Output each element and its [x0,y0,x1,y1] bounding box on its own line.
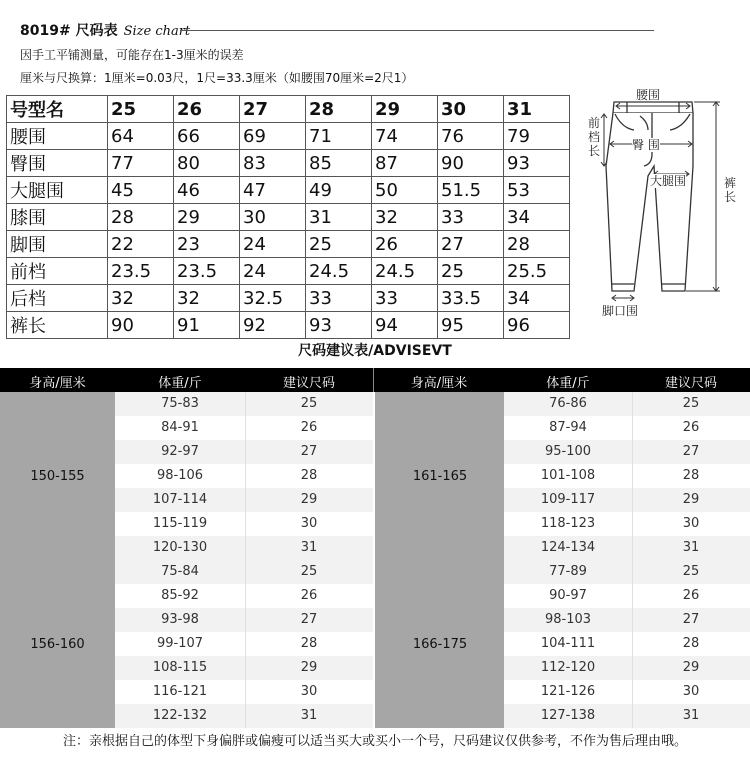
diagram-label-length: 裤长 [724,176,737,204]
weight-range-cell: 116-121 [115,680,246,704]
weight-range-cell: 120-130 [115,536,246,560]
size-table-label-cell: 裤长 [7,312,108,339]
weight-range-cell: 124-134 [504,536,633,560]
diagram-label-thigh: 大腿围 [650,174,687,188]
size-table-value-cell: 92 [240,312,306,339]
size-table-value-cell: 53 [504,177,570,204]
size-table-value-cell: 33 [438,204,504,231]
chart-header [20,16,740,44]
col-weight-left: 体重/斤 [158,376,202,391]
suggested-size-cell: 31 [682,708,700,723]
suggested-size-cell: 30 [682,684,700,699]
size-table-value-cell: 24 [240,231,306,258]
size-table-value-cell: 23 [174,231,240,258]
size-table-value-cell: 26 [174,96,240,123]
weight-range-cell: 121-126 [504,680,633,704]
size-table-value-cell: 90 [438,150,504,177]
size-table-value-cell: 33 [372,285,438,312]
weight-range-cell: 101-108 [504,464,633,488]
advise-row [504,560,750,584]
advise-row [504,392,750,416]
col-size-left: 建议尺码 [282,376,335,391]
advise-row [504,512,750,536]
advise-row [115,680,373,704]
suggested-size-cell: 26 [682,588,700,603]
size-table-value-cell: 87 [372,150,438,177]
chart-title [20,20,190,40]
weight-range-cell: 90-97 [504,584,633,608]
size-table-value-cell: 32 [108,285,174,312]
col-size-right: 建议尺码 [664,376,717,391]
weight-range-cell: 87-94 [504,416,633,440]
advise-group [0,392,750,560]
height-range-cell: 161-165 [374,392,505,560]
size-table-value-cell: 76 [438,123,504,150]
size-table-value-cell: 23.5 [174,258,240,285]
size-table-value-cell: 34 [504,285,570,312]
advise-table-header [0,368,750,392]
suggested-size-cell: 31 [682,540,700,555]
advise-group [0,560,750,728]
size-table-value-cell: 28 [504,231,570,258]
weight-range-cell: 85-92 [115,584,246,608]
size-table-value-cell: 85 [306,150,372,177]
size-table-value-cell: 25 [108,96,174,123]
suggested-size-cell: 28 [300,468,318,483]
size-table-value-cell: 24.5 [372,258,438,285]
size-table-value-cell: 45 [108,177,174,204]
weight-range-cell: 112-120 [504,656,633,680]
weight-range-cell: 99-107 [115,632,246,656]
size-table-value-cell: 25 [438,258,504,285]
size-table-value-cell: 32 [372,204,438,231]
size-table-value-cell: 83 [240,150,306,177]
suggested-size-cell: 29 [300,660,318,675]
weight-range-cell: 76-86 [504,392,633,416]
size-table-label-cell: 膝围 [7,204,108,231]
suggested-size-cell: 29 [682,492,700,507]
advise-row [115,440,373,464]
weight-range-cell: 118-123 [504,512,633,536]
advise-row [115,608,373,632]
advise-row [504,608,750,632]
advise-row [115,704,373,728]
suggested-size-cell: 25 [682,396,700,411]
size-table-row [7,177,570,204]
weight-range-cell: 108-115 [115,656,246,680]
suggested-size-cell: 28 [682,468,700,483]
suggested-size-cell: 26 [300,588,318,603]
size-table-value-cell: 31 [306,204,372,231]
size-table-value-cell: 49 [306,177,372,204]
size-table-value-cell: 28 [306,96,372,123]
chart-subtitle: Size chart [123,24,191,39]
size-table-row [7,312,570,339]
weight-range-cell: 115-119 [115,512,246,536]
size-table-value-cell: 30 [240,204,306,231]
size-table-value-cell: 24.5 [306,258,372,285]
suggested-size-cell: 27 [682,612,700,627]
advise-row [504,584,750,608]
size-table-value-cell: 31 [504,96,570,123]
suggested-size-cell: 29 [682,660,700,675]
size-table-label-cell: 后档 [7,285,108,312]
size-table-value-cell: 80 [174,150,240,177]
weight-range-cell: 75-84 [115,560,246,584]
diagram-label-hip: 臀 围 [632,138,660,152]
size-table-label-cell: 大腿围 [7,177,108,204]
diagram-label-hem: 脚口围 [602,304,639,318]
diagram-label-front-rise: 前档长 [588,116,601,158]
advise-row [115,416,373,440]
advise-row [504,632,750,656]
weight-range-cell: 127-138 [504,704,633,728]
size-table-label-cell: 号型名 [7,96,108,123]
weight-range-cell: 107-114 [115,488,246,512]
advise-row [115,464,373,488]
size-table-value-cell: 74 [372,123,438,150]
pants-diagram [582,86,747,326]
size-table-value-cell: 95 [438,312,504,339]
weight-range-cell: 75-83 [115,392,246,416]
advise-row [115,560,373,584]
height-range-cell: 156-160 [0,560,115,728]
size-table-value-cell: 69 [240,123,306,150]
size-table-value-cell: 23.5 [108,258,174,285]
advise-row [504,440,750,464]
suggested-size-cell: 29 [300,492,318,507]
size-table-value-cell: 34 [504,204,570,231]
suggested-size-cell: 31 [300,708,318,723]
suggested-size-cell: 25 [300,564,318,579]
size-table-value-cell: 32.5 [240,285,306,312]
weight-range-cell: 104-111 [504,632,633,656]
advise-row [115,512,373,536]
size-table-label-cell: 前档 [7,258,108,285]
advise-row [115,536,373,560]
size-table-row [7,258,570,285]
suggested-size-cell: 30 [300,516,318,531]
suggested-size-cell: 25 [682,564,700,579]
suggested-size-cell: 27 [300,612,318,627]
advise-row [504,488,750,512]
suggested-size-cell: 28 [682,636,700,651]
size-table-value-cell: 47 [240,177,306,204]
size-table-value-cell: 33 [306,285,372,312]
size-table-value-cell: 29 [372,96,438,123]
measurement-note: 因手工平铺测量，可能存在1-3厘米的误差 [20,48,244,62]
suggested-size-cell: 28 [300,636,318,651]
size-table-label-cell: 腰围 [7,123,108,150]
size-table-row [7,150,570,177]
pants-outline-icon [582,86,747,326]
advise-row [504,680,750,704]
size-table-label-cell: 脚围 [7,231,108,258]
col-height-left: 身高/厘米 [29,376,86,391]
size-table-value-cell: 93 [306,312,372,339]
advise-row [504,704,750,728]
size-table-value-cell: 77 [108,150,174,177]
size-table-row [7,204,570,231]
suggested-size-cell: 26 [300,420,318,435]
height-range-cell: 166-175 [374,560,505,728]
chart-title-text: 8019# 尺码表 [20,23,118,39]
suggested-size-cell: 30 [300,684,318,699]
suggested-size-cell: 27 [300,444,318,459]
advise-title: 尺码建议表/ADVISEVT [298,343,452,359]
advise-row [115,392,373,416]
header-rule [180,30,654,31]
size-table-value-cell: 71 [306,123,372,150]
size-table-value-cell: 25 [306,231,372,258]
size-table-value-cell: 50 [372,177,438,204]
advise-row [115,632,373,656]
suggested-size-cell: 31 [300,540,318,555]
weight-range-cell: 93-98 [115,608,246,632]
size-table-value-cell: 64 [108,123,174,150]
size-table-value-cell: 90 [108,312,174,339]
size-table-value-cell: 29 [174,204,240,231]
weight-range-cell: 77-89 [504,560,633,584]
advise-row [115,488,373,512]
size-table-label-cell: 臀围 [7,150,108,177]
size-table-row [7,231,570,258]
size-table-value-cell: 30 [438,96,504,123]
advise-row [504,464,750,488]
col-weight-right: 体重/斤 [546,376,590,391]
size-table-value-cell: 93 [504,150,570,177]
size-table-value-cell: 46 [174,177,240,204]
advise-row [115,656,373,680]
footnote: 注：亲根据自己的体型下身偏胖或偏瘦可以适当买大或买小一个号，尺码建议仅供参考，不作为售后理由哦。 [62,734,687,749]
size-table-value-cell: 32 [174,285,240,312]
weight-range-cell: 98-103 [504,608,633,632]
weight-range-cell: 84-91 [115,416,246,440]
size-table-row [7,285,570,312]
advise-row [115,584,373,608]
weight-range-cell: 109-117 [504,488,633,512]
size-table-value-cell: 94 [372,312,438,339]
size-table-value-cell: 51.5 [438,177,504,204]
conversion-note: 厘米与尺换算：1厘米=0.03尺，1尺=33.3厘米（如腰围70厘米=2尺1） [20,71,414,85]
size-table-value-cell: 91 [174,312,240,339]
size-table-value-cell: 28 [108,204,174,231]
suggested-size-cell: 30 [682,516,700,531]
size-table-value-cell: 22 [108,231,174,258]
weight-range-cell: 95-100 [504,440,633,464]
weight-range-cell: 98-106 [115,464,246,488]
col-height-right: 身高/厘米 [410,376,468,391]
size-table-header-row [7,96,570,123]
size-table-value-cell: 66 [174,123,240,150]
size-table-row [7,123,570,150]
advise-row [504,656,750,680]
diagram-label-waist: 腰围 [636,88,661,102]
size-table-value-cell: 24 [240,258,306,285]
size-table-value-cell: 27 [438,231,504,258]
size-table-value-cell: 79 [504,123,570,150]
height-range-cell: 150-155 [0,392,115,560]
suggested-size-cell: 25 [300,396,318,411]
suggested-size-cell: 27 [682,444,700,459]
size-table-value-cell: 25.5 [504,258,570,285]
weight-range-cell: 122-132 [115,704,246,728]
size-table-value-cell: 26 [372,231,438,258]
weight-range-cell: 92-97 [115,440,246,464]
advise-row [504,416,750,440]
size-table-value-cell: 33.5 [438,285,504,312]
suggested-size-cell: 26 [682,420,700,435]
size-table-value-cell: 27 [240,96,306,123]
size-table [6,95,570,339]
advise-row [504,536,750,560]
size-table-value-cell: 96 [504,312,570,339]
